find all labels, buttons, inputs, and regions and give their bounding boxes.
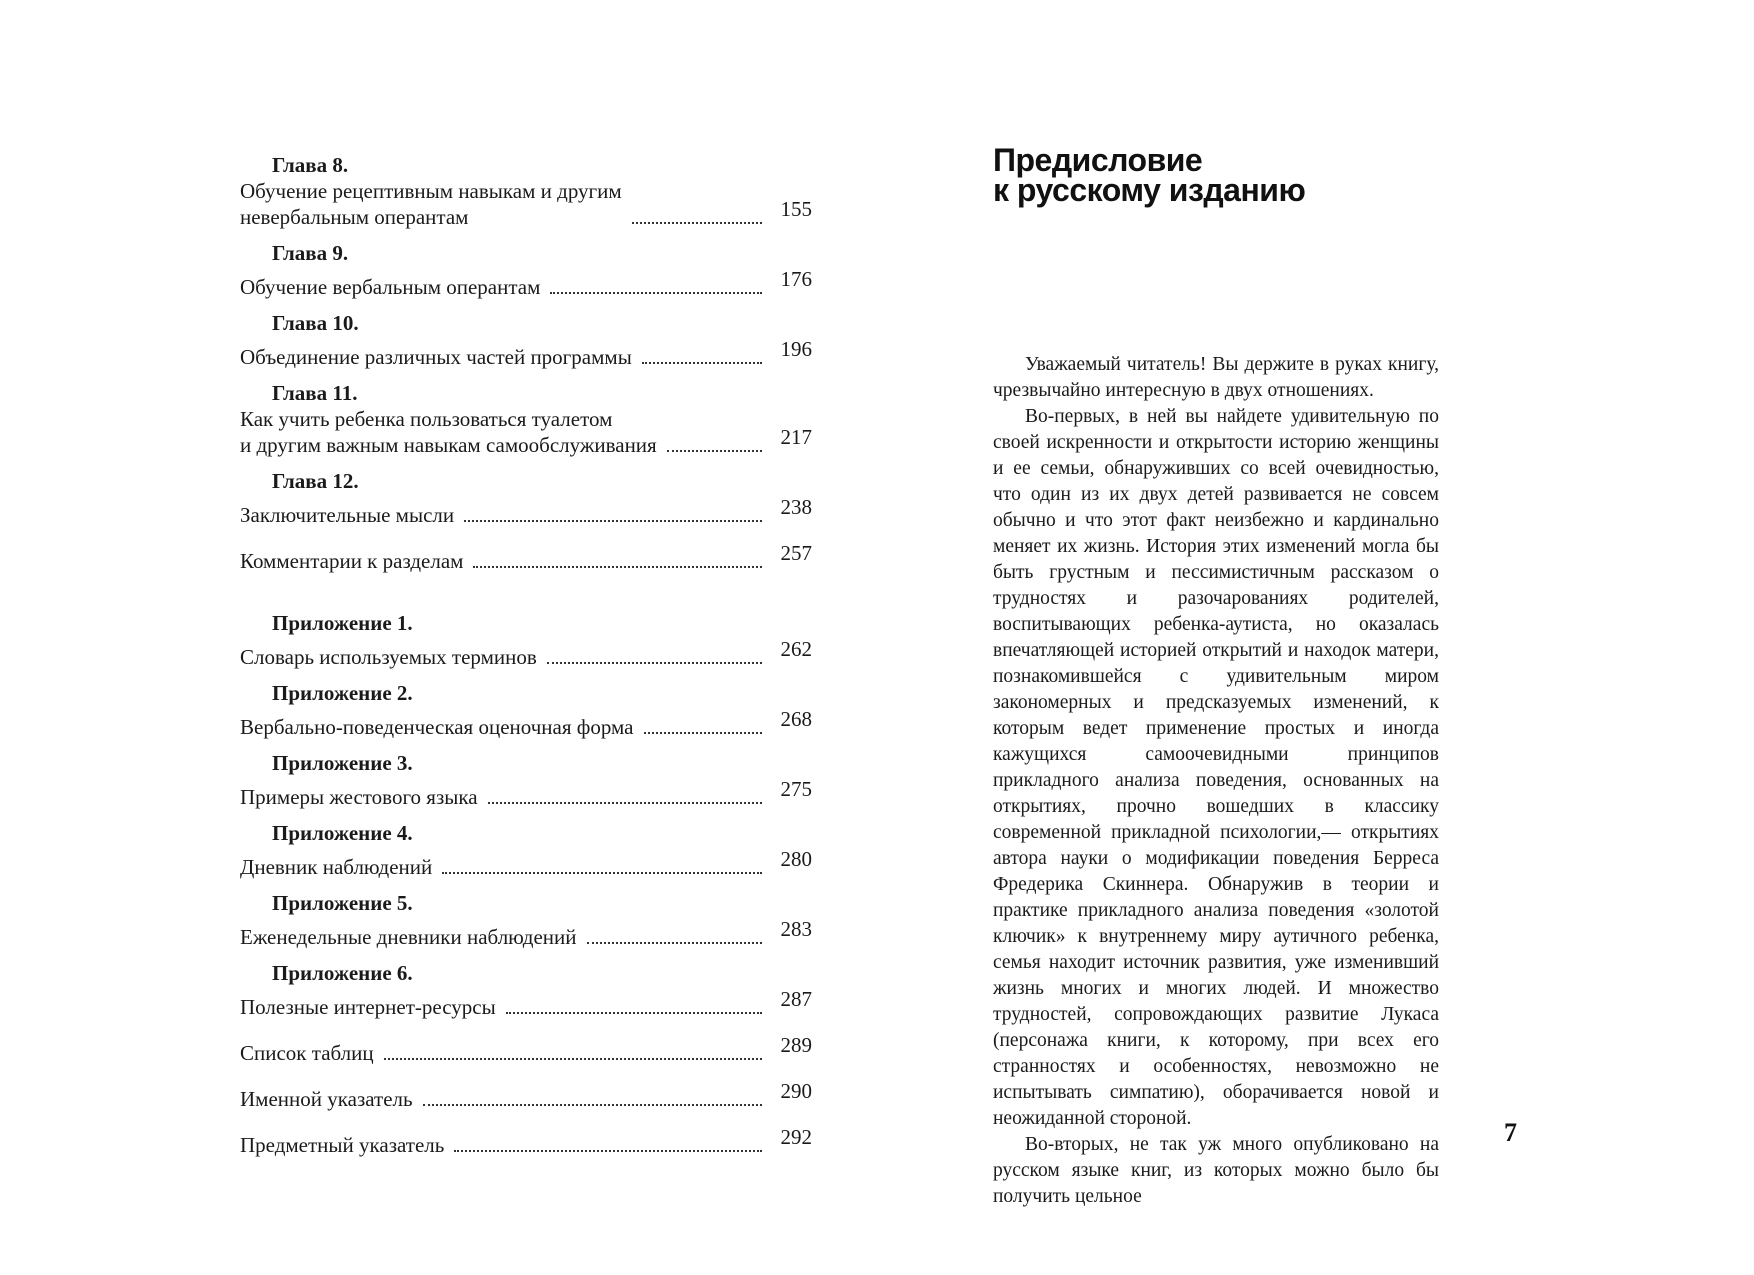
toc-title-line: Еженедельные дневники наблюдений — [240, 925, 577, 949]
toc-row — [240, 1078, 812, 1112]
toc-entry — [240, 680, 812, 740]
toc-row — [240, 494, 812, 528]
toc-title — [240, 714, 634, 740]
toc-leader-dots — [587, 942, 762, 944]
toc-page-number: 217 — [780, 425, 812, 449]
toc-title-line: Словарь используемых терминов — [240, 645, 537, 669]
toc-title-line: Именной указатель — [240, 1087, 413, 1111]
toc-title-line: Дневник наблюдений — [240, 855, 433, 879]
toc-page-number: 257 — [780, 541, 812, 565]
toc-title-line: Комментарии к разделам — [240, 549, 464, 573]
toc-title-line: Обучение рецептивным навыкам и другим — [240, 179, 622, 203]
toc-page-number: 290 — [780, 1079, 812, 1103]
toc-title — [240, 178, 622, 230]
toc-title-line: Предметный указатель — [240, 1133, 445, 1157]
toc-title-line: и другим важным навыкам самообслуживания — [240, 433, 657, 457]
toc-page-number: 238 — [780, 495, 812, 519]
toc-heading: Глава 12. — [272, 469, 359, 493]
toc-row — [240, 986, 812, 1020]
toc-page-number: 280 — [780, 847, 812, 871]
toc-leader-dots — [454, 1150, 762, 1152]
toc-row — [240, 406, 812, 458]
toc-title — [240, 1040, 374, 1066]
toc-row — [240, 178, 812, 230]
toc-row — [240, 1032, 812, 1066]
toc-title — [240, 854, 432, 880]
toc-title-line: Объединение различных частей программы — [240, 345, 632, 369]
toc-leader-dots — [488, 802, 762, 804]
toc-page-number: 275 — [780, 777, 812, 801]
toc-entry — [240, 820, 812, 880]
toc-title-line: Заключительные мысли — [240, 503, 455, 527]
toc-row — [240, 776, 812, 810]
toc-leader-dots — [667, 450, 762, 452]
toc-leader-dots — [442, 872, 762, 874]
toc-page-number: 287 — [780, 987, 812, 1011]
toc-heading: Приложение 6. — [272, 961, 413, 985]
toc-entry — [240, 468, 812, 528]
toc-entry — [240, 380, 812, 458]
right-page — [877, 0, 1754, 1275]
toc-heading: Глава 11. — [272, 381, 358, 405]
toc-leader-dots — [632, 222, 762, 224]
page-number: 7 — [1504, 1118, 1517, 1147]
toc-row — [240, 706, 812, 740]
toc-title — [240, 1086, 413, 1112]
toc-page-number: 262 — [780, 637, 812, 661]
toc-row — [240, 540, 812, 574]
toc-title-line: Как учить ребенка пользоваться туалетом — [240, 407, 613, 431]
preface-title-line: к русскому изданию — [993, 172, 1306, 208]
toc-leader-dots — [644, 732, 762, 734]
toc-heading: Приложение 3. — [272, 751, 413, 775]
toc-row — [240, 336, 812, 370]
toc-entry — [240, 540, 812, 574]
toc-title-line: Обучение вербальным оперантам — [240, 275, 541, 299]
toc-row — [240, 636, 812, 670]
toc-entry — [240, 750, 812, 810]
toc-leader-dots — [423, 1104, 762, 1106]
toc-heading: Приложение 5. — [272, 891, 413, 915]
preface-body — [993, 352, 1439, 1210]
toc-leader-dots — [642, 362, 762, 364]
toc-page-number: 155 — [780, 197, 812, 221]
toc-title-line: Полезные интернет-ресурсы — [240, 995, 496, 1019]
toc-leader-dots — [464, 520, 762, 522]
toc-title — [240, 406, 657, 458]
toc-leader-dots — [547, 662, 762, 664]
toc-heading: Глава 10. — [272, 311, 359, 335]
toc-title — [240, 274, 540, 300]
toc-leader-dots — [550, 292, 762, 294]
toc-entry — [240, 960, 812, 1020]
toc-heading: Глава 9. — [272, 241, 349, 265]
toc-entry — [240, 240, 812, 300]
toc-heading: Приложение 4. — [272, 821, 413, 845]
toc-heading: Приложение 1. — [272, 611, 413, 635]
toc-leader-dots — [473, 566, 762, 568]
toc-heading: Приложение 2. — [272, 681, 413, 705]
toc-leader-dots — [506, 1012, 762, 1014]
toc-page-number: 176 — [780, 267, 812, 291]
toc-row — [240, 846, 812, 880]
toc-page-number: 289 — [780, 1033, 812, 1057]
toc-entry — [240, 1032, 812, 1066]
toc-page-number: 292 — [780, 1125, 812, 1149]
toc-page-number: 283 — [780, 917, 812, 941]
toc-heading: Глава 8. — [272, 153, 349, 177]
toc-entry — [240, 310, 812, 370]
toc-entry — [240, 152, 812, 230]
toc-entry — [240, 890, 812, 950]
toc-title — [240, 994, 496, 1020]
toc-row — [240, 916, 812, 950]
preface-title — [993, 142, 1306, 208]
toc-entry — [240, 610, 812, 670]
toc-title — [240, 784, 478, 810]
toc-title-line: Примеры жестового языка — [240, 785, 478, 809]
toc-title-line: невербальным оперантам — [240, 205, 469, 229]
toc-entry — [240, 1124, 812, 1158]
preface-paragraph: Во-вторых, не так уж много опубликовано на русском языке книг, из которых можно было бы получить цельное — [993, 1134, 1439, 1207]
toc-title — [240, 344, 632, 370]
toc-page-number: 268 — [780, 707, 812, 731]
toc-title — [240, 924, 577, 950]
preface-paragraph: Уважаемый читатель! Вы держите в руках книгу, чрезвычайно интересную в двух отношениях. — [993, 354, 1439, 401]
toc-title-line: Список таблиц — [240, 1041, 374, 1065]
toc-leader-dots — [384, 1058, 762, 1060]
toc-title — [240, 1132, 444, 1158]
toc-entry — [240, 1078, 812, 1112]
toc-title-line: Вербально-поведенческая оценочная форма — [240, 715, 634, 739]
toc-title — [240, 548, 463, 574]
toc-row — [240, 1124, 812, 1158]
table-of-contents — [240, 152, 812, 1158]
toc-page-number: 196 — [780, 337, 812, 361]
toc-row — [240, 266, 812, 300]
toc-title — [240, 502, 454, 528]
preface-title-line: Предисловие — [993, 142, 1203, 178]
preface-paragraph: Во-первых, в ней вы найдете удивительную по своей искренности и открытости историю женщины и ее семьи, обнаруживших со всей очевидностью, что один из их двух детей развивается не совсем обычно и что этот факт неизбежно и кардинально меняет их жизнь. История этих изменений могла бы быть грустным и пессимистичным рассказом о трудностях и разочарованиях родителей, воспитывающих ребенка-аутиста, но оказалась впечатляющей историей открытий и находок матери, познакомившейся с удивительным миром закономерных и предсказуемых изменений, к которым ведет применение простых и иногда кажущихся самоочевидными принципов прикладного анализа поведения, основанных на открытиях, прочно вошедших в классику современной прикладной психологии,— открытиях автора науки о модификации поведения Берреса Фредерика Скиннера. Обнаружив в теории и практике прикладного анализа поведения «золотой ключик» к внутреннему миру аутичного ребенка, семья находит источник развития, уже изменивший жизнь многих и многих людей. И множество трудностей, сопровождающих развитие Лукаса (персонажа книги, к которому, при всех его странностях и особенностях, невозможно не испытывать симпатию), оборачивается новой и неожиданной стороной. — [993, 406, 1439, 1129]
toc-title — [240, 644, 537, 670]
